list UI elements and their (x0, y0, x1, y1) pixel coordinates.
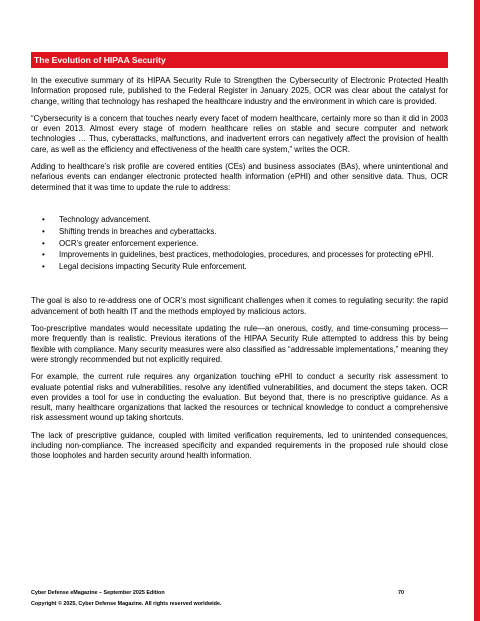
paragraph: The lack of prescriptive guidance, coupled with limited verification requirements, led to unintended consequences, including non-compliance. The increased specificity and expanded requirements in the proposed rule should close those loopholes and harden security around health information. (31, 430, 448, 461)
bullet-list (31, 215, 448, 272)
section-heading-banner (31, 52, 448, 68)
paragraph: The goal is also to re-address one of OCR’s most significant challenges when it comes to regulating security: the rapid advancement of both health IT and the methods employed by malicious actors. (31, 296, 448, 316)
list-item-text: OCR’s greater enforcement experience. (59, 238, 199, 248)
paragraph: For example, the current rule requires any organization touching ePHI to conduct a security risk assessment to evaluate potential risks and vulnerabilities, resolve any identified vulnerabilities, and document the steps taken. OCR even provides a tool for use in conducting the evaluation. But beyond that, there is no prescriptive guidance. As a result, many healthcare organizations that lacked the resources or technical knowledge to conduct a comprehensive risk assessment wound up taking shortcuts. (31, 372, 448, 423)
bullet-icon: • (42, 262, 45, 272)
bullet-icon: • (42, 214, 45, 224)
list-item (42, 214, 448, 225)
list-item (42, 250, 448, 260)
bullet-icon: • (42, 226, 45, 236)
paragraph: “Cybersecurity is a concern that touches nearly every facet of modern healthcare, certainly more so than it did in 2003 or even 2013. Almost every stage of modern healthcare relies on stable and secure computer and network technologies … Thus, cyberattacks, malfunctions, and inadvertent errors can negatively affect the provision of health care, as well as the efficiency and effectiveness of the health care system,” writes the OCR. (31, 113, 448, 154)
list-item-text: Legal decisions impacting Security Rule enforcement. (59, 262, 247, 272)
page-number: 70 (398, 590, 404, 596)
footer-edition: Cyber Defense eMagazine – September 2025 Edition (31, 590, 165, 596)
paragraph: In the executive summary of its HIPAA Security Rule to Strengthen the Cybersecurity of Electronic Protected Health Information proposed rule, published to the Federal Register in January 2025, OCR was clear about the catalyst for change, writing that technology has reshaped the healthcare industry and the environment in which care is provided. (31, 76, 448, 106)
list-item (42, 262, 448, 272)
paragraph: Adding to healthcare’s risk profile are covered entities (CEs) and business associates (BAs), where unintentional and nefarious events can endanger electronic protected health information (ePHI) and other sensitive data. Thus, OCR determined that it was time to update the rule to address: (31, 162, 448, 192)
page-footer (31, 590, 448, 607)
list-item (42, 226, 448, 237)
side-accent-bar (474, 0, 480, 621)
article-body (31, 52, 448, 469)
paragraph: Too-prescriptive mandates would necessitate updating the rule—an onerous, costly, and time-consuming process—more frequently than is realistic. Previous iterations of the HIPAA Security Rule attempted to address this by being flexible with compliance. Many security measures were also classified as “addressable implementations,” meaning they were strongly recommended but not explicitly required. (31, 324, 448, 364)
list-item-text: Technology advancement. (59, 214, 151, 224)
list-item-text: Shifting trends in breaches and cyberattacks. (59, 226, 217, 236)
list-item (42, 238, 448, 249)
bullet-icon: • (42, 250, 45, 260)
section-heading: The Evolution of HIPAA Security (34, 55, 166, 65)
bullet-icon: • (42, 238, 45, 248)
list-item-text: Improvements in guidelines, best practices, methodologies, procedures, and processes for protecting ePHI. (59, 250, 434, 260)
footer-copyright: Copyright © 2025, Cyber Defense Magazine. All rights reserved worldwide. (31, 601, 222, 607)
